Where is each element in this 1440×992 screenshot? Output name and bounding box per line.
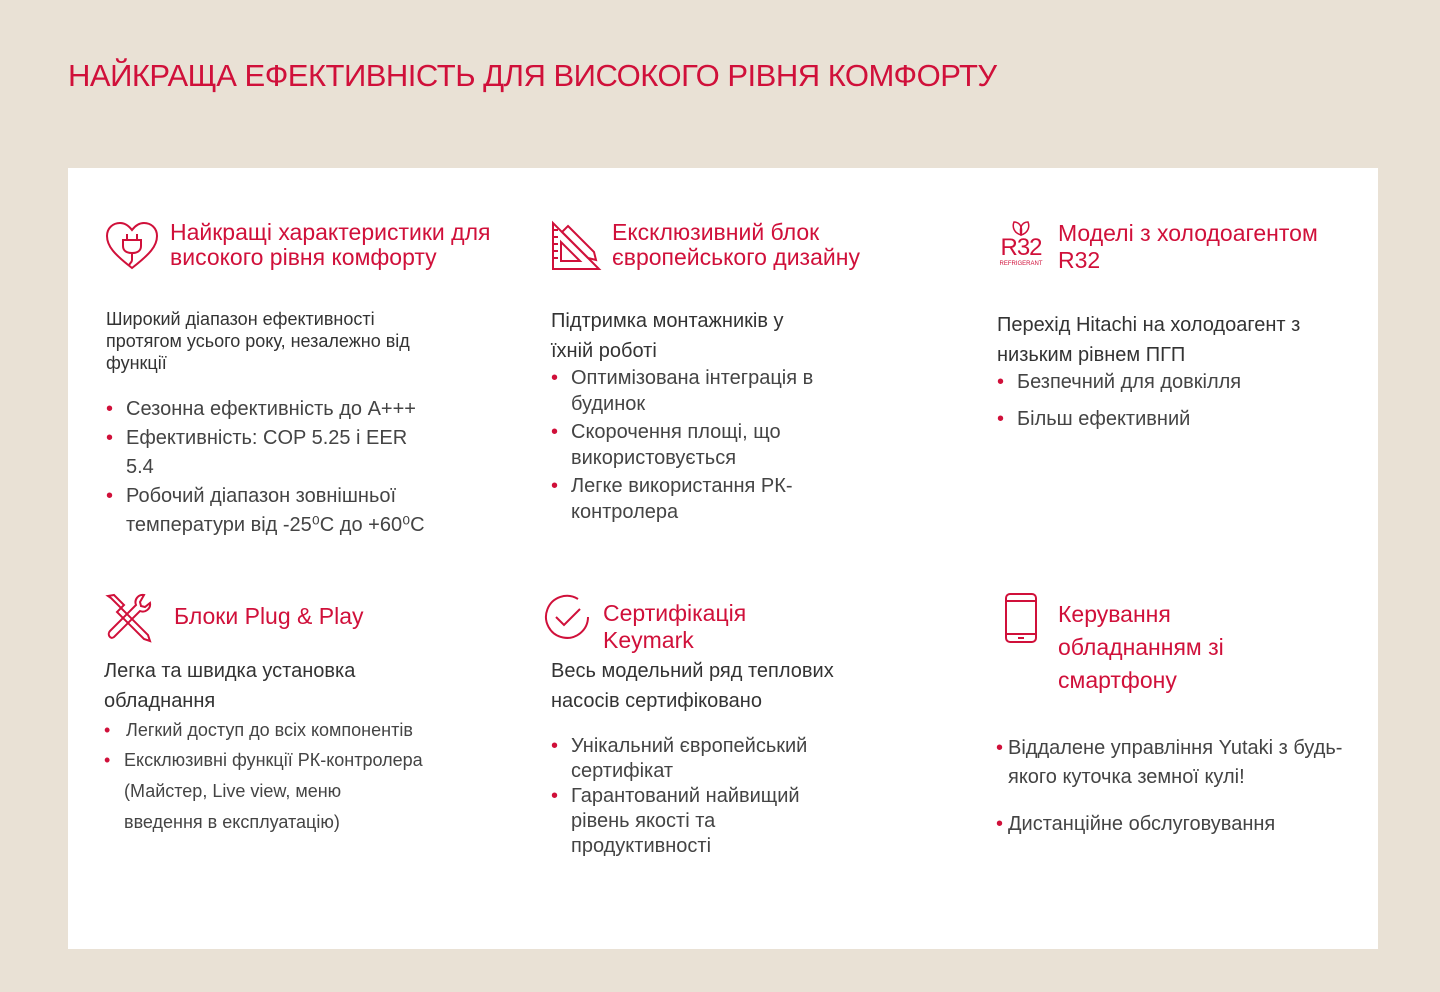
r32-label: R32 [1000, 234, 1042, 261]
feature-r32 [996, 220, 1366, 550]
feature-subtitle: Підтримка монтажників у їхній роботі [551, 310, 784, 362]
feature-bullets [551, 365, 871, 525]
bullet-item: • Більш ефективний [997, 405, 1327, 434]
feature-keymark [542, 592, 942, 872]
bullet-item: • Сезонна ефективність до А+++ [106, 395, 456, 424]
feature-subtitle: Весь модельний ряд теплових насосів сертифіковано [551, 660, 834, 712]
ruler-triangle-icon [550, 220, 602, 272]
page-title: НАЙКРАЩА ЕФЕКТИВНІСТЬ ДЛЯ ВИСОКОГО РІВНЯ КОМФОРТУ [68, 58, 997, 93]
feature-subtitle: Легка та швидка установка обладнання [104, 660, 356, 712]
check-circle-icon [542, 592, 592, 642]
feature-subtitle: Широкий діапазон ефективності протягом усього року, незалежно від функції [106, 309, 410, 373]
r32-refrigerant-icon [996, 220, 1046, 272]
heart-plug-icon [104, 220, 160, 272]
feature-title: Найкращі характеристики для високого рівня комфорту [170, 219, 491, 270]
features-card [68, 168, 1378, 949]
bullet-item: • Скорочення площі, що використовується [551, 419, 871, 471]
feature-title: Керування обладнанням зі смартфону [1058, 601, 1224, 693]
bullet-item: • Унікальний європейський сертифікат [551, 734, 851, 784]
feature-plug-play [104, 592, 504, 852]
feature-bullets [996, 734, 1356, 839]
feature-bullets [106, 395, 456, 540]
feature-title: Сертифікація Keymark [603, 600, 747, 653]
bullet-item: • Оптимізована інтеграція в будинок [551, 365, 871, 417]
bullet-item: • Гарантований найвищий рівень якості та продуктивності [551, 784, 851, 859]
bullet-item: • Віддалене управління Yutaki з будь-якого куточка земної кулі! [996, 734, 1356, 792]
feature-title: Ексклюзивний блок європейського дизайну [612, 219, 860, 270]
feature-smartphone [996, 592, 1376, 872]
feature-title: Блоки Plug & Play [174, 603, 364, 629]
feature-title: Моделі з холодоагентом R32 [1058, 220, 1318, 273]
wrench-screwdriver-icon [104, 592, 156, 644]
bullet-item: • Ексклюзивні функції РК-контролера (Майстер, Live view, меню введення в експлуатацію) [104, 745, 424, 838]
r32-caption: REFRIGERANT [999, 261, 1043, 267]
feature-subtitle: Перехід Hitachi на холодоагент з низьким рівнем ПГП [997, 314, 1301, 366]
bullet-item: • Ефективність: COP 5.25 і EER 5.4 [106, 424, 426, 482]
bullet-item: • Легке використання РК-контролера [551, 473, 831, 525]
feature-bullets [551, 734, 851, 859]
bullet-item: • Легкий доступ до всіх компонентів [104, 716, 454, 745]
feature-design [550, 220, 950, 550]
bullet-item: • Робочий діапазон зовнішньої температури від -25⁰C до +60⁰C [106, 482, 456, 540]
bullet-item: • Безпечний для довкілля [997, 368, 1327, 397]
feature-bullets [104, 716, 454, 838]
bullet-item: • Дистанційне обслуговування [996, 810, 1356, 839]
feature-performance [104, 220, 504, 550]
feature-bullets [997, 368, 1327, 434]
smartphone-icon [1004, 592, 1038, 644]
